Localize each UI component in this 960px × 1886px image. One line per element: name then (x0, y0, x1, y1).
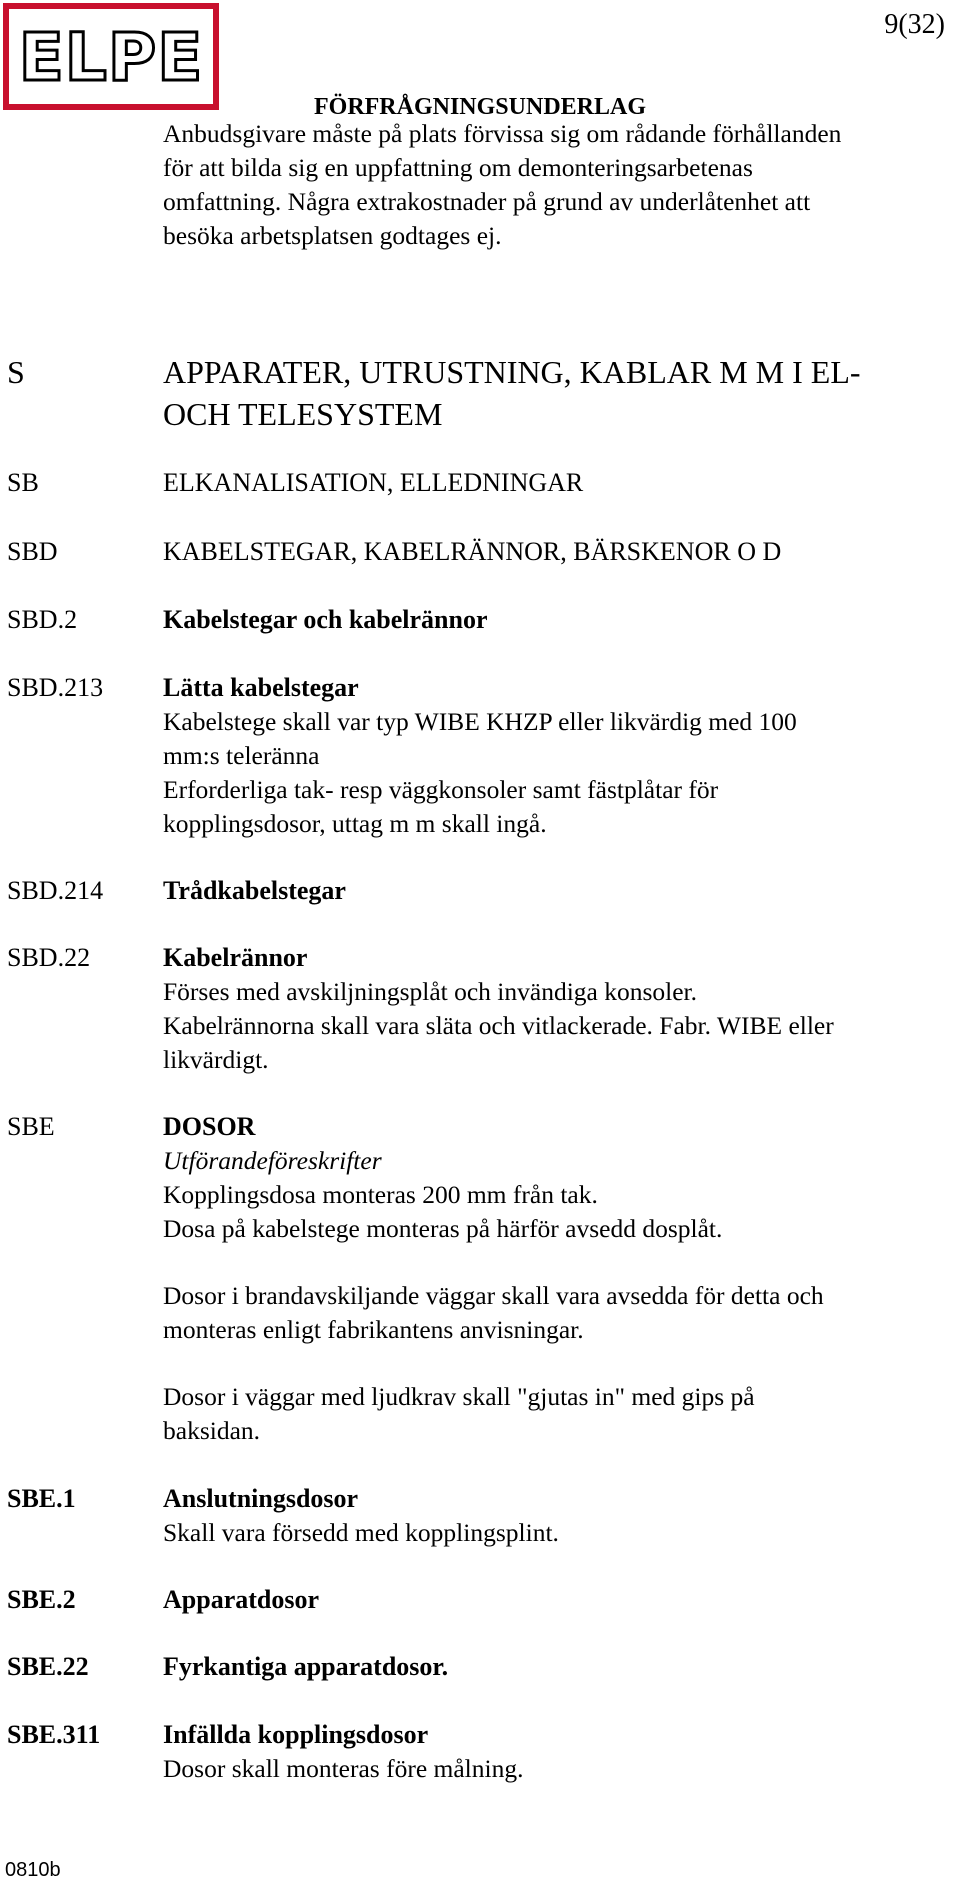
sbd213-line-3: Erforderliga tak- resp väggkonsoler samt fästplåtar för (163, 775, 719, 804)
section-title-sbe22: Fyrkantiga apparatdosor. (163, 1652, 449, 1681)
sbe-para3-line-1: Dosor i väggar med ljudkrav skall "gjutas in" med gips på (163, 1382, 755, 1411)
sbe1-line-1: Skall vara försedd med kopplingsplint. (163, 1518, 559, 1547)
section-code-sbd: SBD (7, 537, 58, 566)
intro-line-4: besöka arbetsplatsen godtages ej. (163, 221, 502, 250)
section-title-sbd: KABELSTEGAR, KABELRÄNNOR, BÄRSKENOR O D (163, 537, 782, 566)
section-code-sbd213: SBD.213 (7, 673, 104, 702)
section-title-sbe: DOSOR (163, 1112, 256, 1141)
section-title-s-line-2: OCH TELESYSTEM (163, 396, 443, 432)
section-code-sb: SB (7, 468, 39, 497)
sbd22-line-2: Kabelrännorna skall vara släta och vitlackerade. Fabr. WIBE eller (163, 1011, 834, 1040)
section-title-sbd213: Lätta kabelstegar (163, 673, 359, 702)
section-title-sbd22: Kabelrännor (163, 943, 308, 972)
sbe-para2-line-2: monteras enligt fabrikantens anvisningar. (163, 1315, 584, 1344)
sbd213-line-4: kopplingsdosor, uttag m m skall ingå. (163, 809, 547, 838)
section-code-sbe311: SBE.311 (7, 1720, 101, 1749)
section-title-sb: ELKANALISATION, ELLEDNINGAR (163, 468, 584, 497)
section-title-sbe311: Infällda kopplingsdosor (163, 1720, 429, 1749)
sbe311-line-1: Dosor skall monteras före målning. (163, 1754, 524, 1783)
sbe-subtitle: Utförandeföreskrifter (163, 1146, 382, 1175)
section-code-sbe: SBE (7, 1112, 55, 1141)
sbe-line-1: Kopplingsdosa monteras 200 mm från tak. (163, 1180, 598, 1209)
section-code-sbd22: SBD.22 (7, 943, 91, 972)
sbd22-line-3: likvärdigt. (163, 1045, 269, 1074)
page-number: 9(32) (884, 9, 945, 40)
sbd22-line-1: Förses med avskiljningsplåt och invändiga konsoler. (163, 977, 698, 1006)
section-title-sbe1: Anslutningsdosor (163, 1484, 359, 1513)
section-code-sbd214: SBD.214 (7, 876, 104, 905)
footer-code: 0810b (5, 1859, 61, 1881)
sbe-line-2: Dosa på kabelstege monteras på härför avsedd dosplåt. (163, 1214, 723, 1243)
document-title: FÖRFRÅGNINGSUNDERLAG (313, 94, 646, 120)
section-code-s: S (7, 354, 25, 390)
section-title-sbd214: Trådkabelstegar (163, 876, 346, 905)
sbd213-line-1: Kabelstege skall var typ WIBE KHZP eller likvärdig med 100 (163, 707, 797, 736)
intro-line-2: för att bilda sig en uppfattning om demonteringsarbetenas (163, 153, 753, 182)
intro-line-1: Anbudsgivare måste på plats förvissa sig om rådande förhållanden (163, 119, 842, 148)
section-code-sbe22: SBE.22 (7, 1652, 89, 1681)
section-title-sbe2: Apparatdosor (163, 1585, 320, 1614)
section-code-sbd2: SBD.2 (7, 605, 78, 634)
intro-line-3: omfattning. Några extrakostnader på grund av underlåtenhet att (163, 187, 811, 216)
sbe-para2-line-1: Dosor i brandavskiljande väggar skall vara avsedda för detta och (163, 1281, 824, 1310)
logo-text: ELPE (18, 19, 204, 96)
section-code-sbe2: SBE.2 (7, 1585, 76, 1614)
section-code-sbe1: SBE.1 (7, 1484, 76, 1513)
sbe-para3-line-2: baksidan. (163, 1416, 261, 1445)
sbd213-line-2: mm:s teleränna (163, 741, 320, 770)
section-title-sbd2: Kabelstegar och kabelrännor (163, 605, 488, 634)
section-title-s-line-1: APPARATER, UTRUSTNING, KABLAR M M I EL- (163, 354, 861, 390)
